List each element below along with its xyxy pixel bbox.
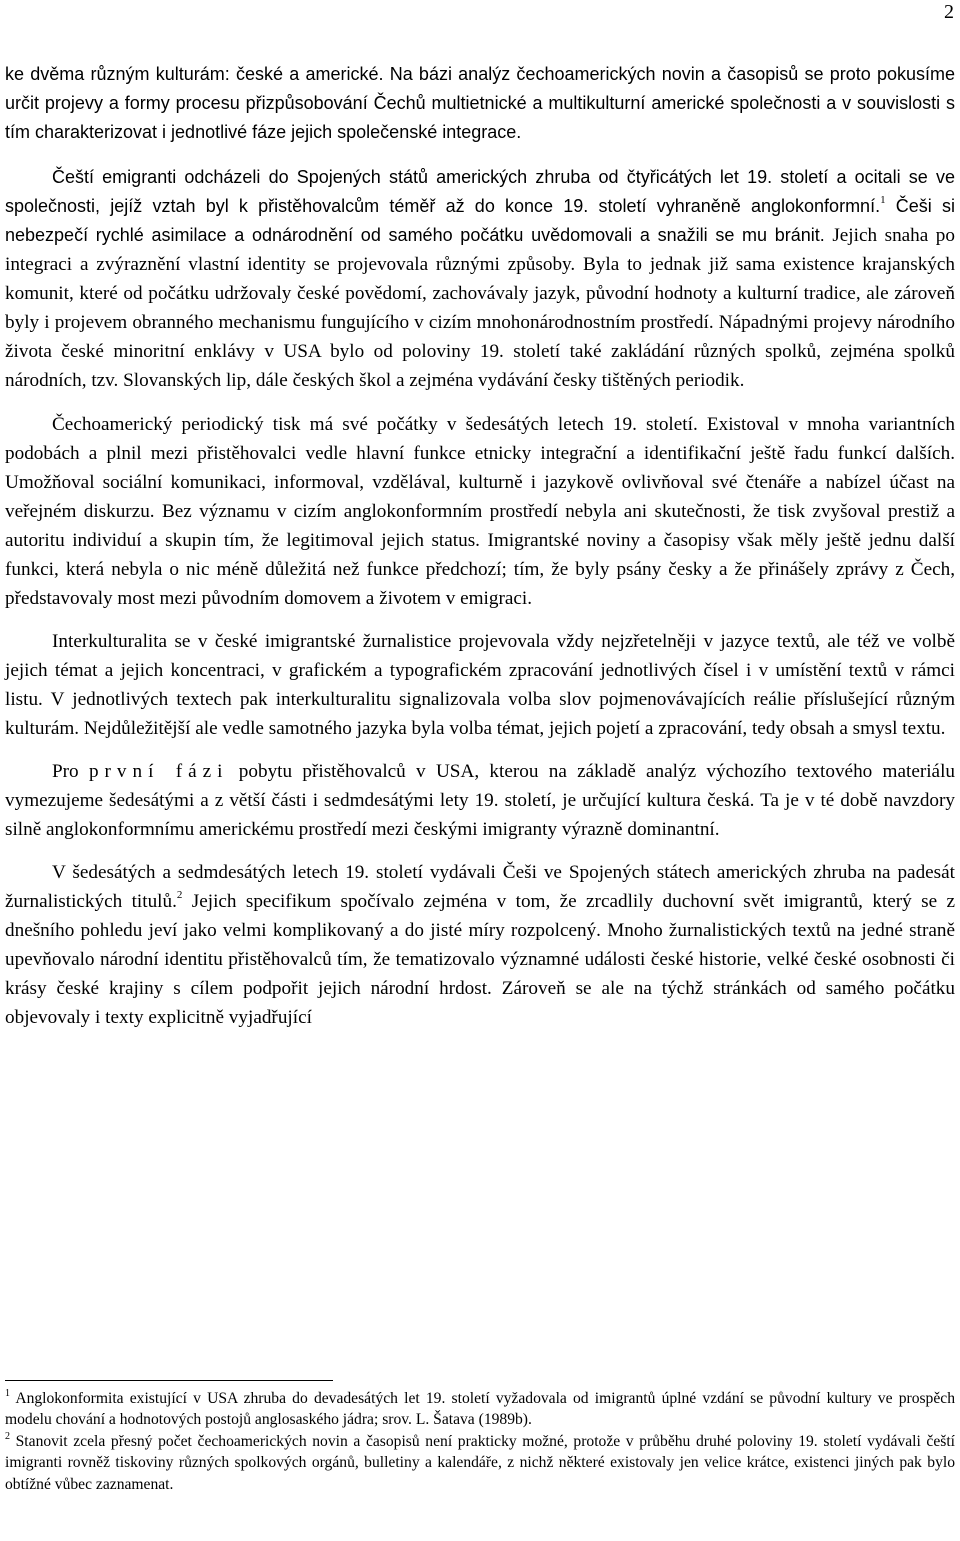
footnote-ref-1: 1 — [880, 194, 886, 207]
footnote-text: Anglokonformita existující v USA zhruba do devadesátých let 19. století vyžadovala od imigrantů úplné vzdání se původní kultury ve prospěch modelu chování a hodnotových postojů anglosaského jádra; srov. L. Šatava (1989b). — [5, 1390, 955, 1429]
footnote-divider — [5, 1380, 333, 1381]
paragraph-emigrants-text: Jejich snaha po integraci a zvýraznění vlastní identity se projevovala různými způsoby. Byla to jednak již sama existence krajanských komunit, které od počátku udržovaly české povědomí, zachovávaly jazyk, původní hodnoty a kulturní tradice, ale zároveň byly i projevem obranného mechanismu fungujícího v cizím mnohonárodnostním prostředí. Nápadnými projevy národního života české minoritní enklávy v USA bylo od poloviny 19. století také zakládání různých spolků, zejména spolků národních, tzv. Slovanských lip, dále českých škol a zejména vydávání česky tištěných periodik. — [5, 225, 955, 392]
footnote-number: 2 — [5, 1430, 10, 1442]
footnote-number: 1 — [5, 1388, 10, 1399]
paragraph-first-phase-lead: Pro — [52, 761, 89, 783]
paragraph-first-phase — [5, 757, 955, 844]
paragraph-intro — [5, 60, 955, 147]
footnote — [5, 1388, 955, 1431]
paragraph-intro-text: ke dvěma různým kulturám: české a americké. Na bázi analýz čechoamerických novin a časopisů se proto pokusíme určit projevy a formy procesu přizpůsobování Čechů multietnické a multikulturní americké společnosti a v souvislosti s tím charakterizovat i jednotlivé fáze jejich společenské integrace. — [5, 64, 955, 143]
paragraph-periodical-press-text: Čechoamerický periodický tisk má své počátky v šedesátých letech 19. století. Existoval v mnoha variantních podobách a plnil mezi přistěhovalci vedle hlavní funkce etnicky integrační a identifikační ještě řadu funkcí dalších. Umožňoval sociální komunikaci, informoval, vzdělával, kulturně i jazykově ovlivňoval své čtenáře a nabízel účast na veřejném diskurzu. Bez významu v cizím anglokonformním prostředí nebyla ani skutečnosti, že tisk zvyšoval prestiž a autoritu individuí a skupin tím, že legitimoval jejich status. Imigrantské noviny a časopisy však měly ještě jednu další funkci, která nebyla o nic méně důležitá než funkce předchozí; tím, že byly psány česky a že přinášely zprávy z Čech, představovaly most mezi původním domovem a životem v emigraci. — [5, 413, 955, 609]
paragraph-sixties-seventies — [5, 858, 955, 1032]
footnote-ref-2: 2 — [176, 889, 183, 902]
footnote — [5, 1431, 955, 1495]
paragraph-sixties-seventies-text-2: Jejich specifikum spočívalo zejména v tom, že zrcadlily duchovní svět imigrantů, který se z dnešního pohledu jeví jako velmi komplikovaný a do jisté míry rozpolcený. Mnoho žurnalistických textů na jedné straně upevňovalo národní identitu přistěhovalců tím, že tematizovalo významné události české historie, velké české osobnosti či krásy české krajiny s cílem podpořit jejich národní hrdost. Zároveň se ale na týchž stránkách od samého počátku objevovaly i texty explicitně vyjadřující — [5, 891, 955, 1029]
paragraph-emigrants-sans-text: Čeští emigranti odcházeli do Spojených států amerických zhruba od čtyřicátých let 19. století a ocitali se ve společnosti, jejíž vztah byl k přistěhovalcům téměř až do konce 19. století vyhraněně anglokonformní. — [5, 167, 955, 217]
paragraph-interculturality — [5, 627, 955, 743]
footnotes — [5, 1388, 955, 1495]
paragraph-first-phase-text: pobytu přistěhovalců v USA, kterou na základě analýz výchozího textového materiálu vymezujeme šedesátými a z větší části i sedmdesátými lety 19. století, je určující kultura česká. Ta je v té době navzdory silně anglokonformnímu americkému prostředí mezi českými imigranty výrazně dominantní. — [5, 761, 956, 841]
body-text — [5, 60, 955, 1032]
paragraph-emigrants — [5, 163, 955, 395]
paragraph-periodical-press — [5, 410, 955, 613]
page-number: 2 — [944, 1, 954, 23]
footnote-text: Stanovit zcela přesný počet čechoamerických novin a časopisů není prakticky možné, protože v průběhu druhé poloviny 19. století vydávali čeští imigranti rovněž tiskoviny různých spolkových orgánů, bulletiny a kalendáře, z nichž některé existovaly jen velice krátce, existenci jiných pak bylo obtížné vůbec zaznamenat. — [5, 1432, 955, 1493]
paragraph-emigrants-sans-text-2: Češi si nebezpečí rychlé asimilace a odnárodnění od samého počátku uvědomovali a snažili se mu bránit. — [5, 196, 955, 246]
paragraph-interculturality-text: Interkulturalita se v české imigrantské žurnalistice projevovala vždy nejzřetelněji v jazyce textů, ale též ve volbě jejich témat a jejich koncentraci, v grafickém a typografickém zpracování jednotlivých čísel i v umístění textů v rámci listu. V jednotlivých textech pak interkulturalitu signalizovala volba slov pojmenovávajících reálie příslušející různým kulturám. Nejdůležitější ale vedle samotného jazyka byla volba témat, jejich pojetí a zpracování, tedy obsah a smysl textu. — [5, 630, 955, 739]
paragraph-sixties-seventies-text: V šedesátých a sedmdesátých letech 19. století vydávali Češi ve Spojených státech amerických zhruba na padesát žurnalistických titulů. — [5, 862, 955, 913]
first-phase-emphasis: první fázi — [88, 761, 229, 783]
